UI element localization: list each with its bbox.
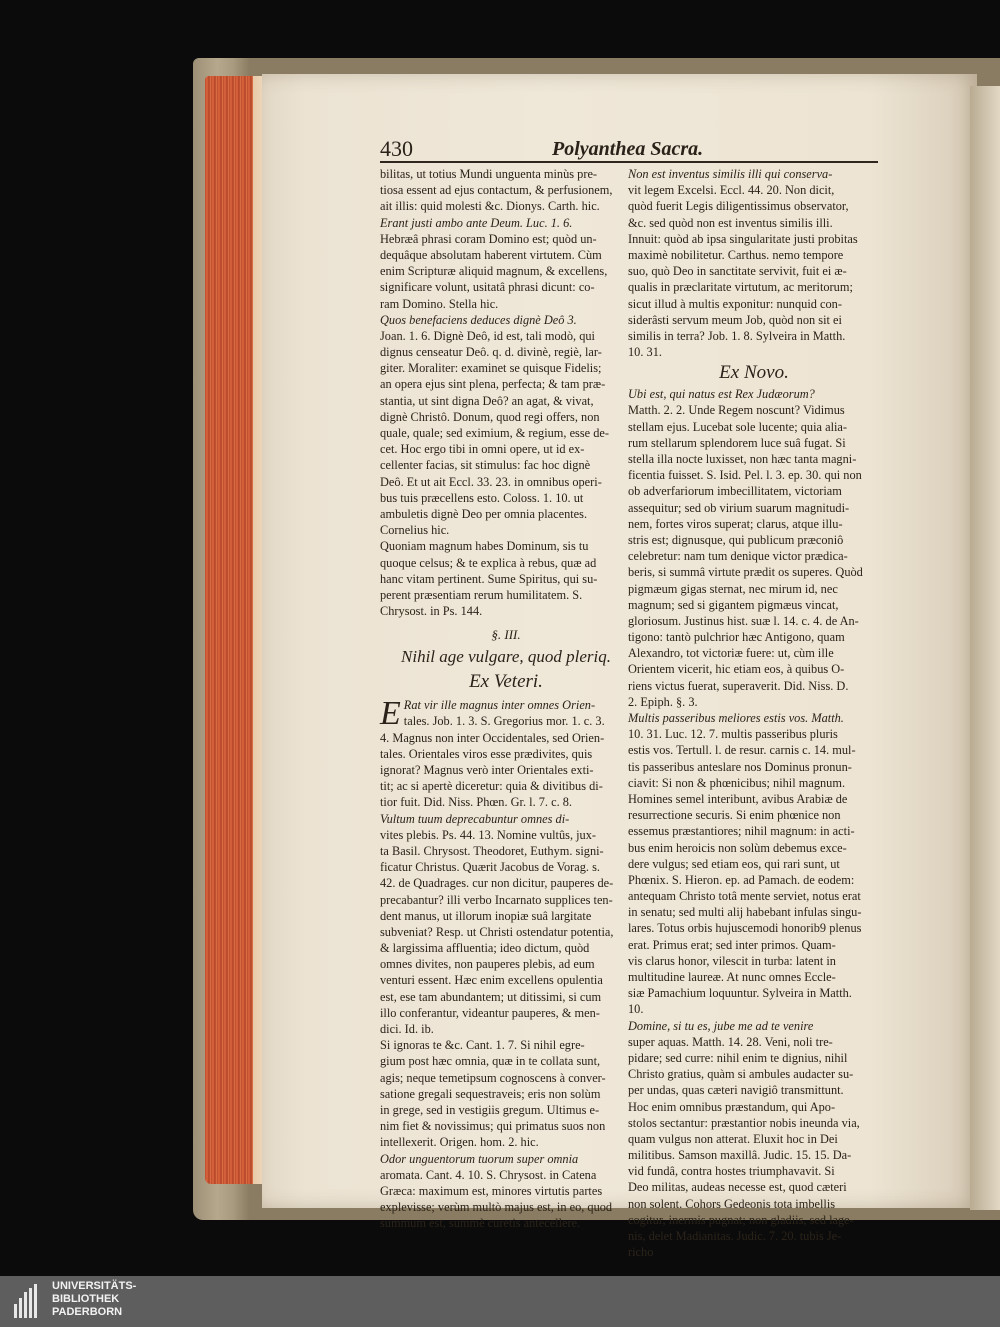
text-line: Christo gratius, quàm si ambules audacter su- [628, 1067, 854, 1082]
text-line: tigono: tantò pulchrior hæc Antigono, quam [628, 630, 845, 645]
text-line: vis clarus honor, vilescit in turba: latent in [628, 953, 836, 968]
text-line: vid fundâ, contra hostes triumphavavit. Si [628, 1164, 835, 1179]
text-line: dere vulgus; sed etiam eos, qui rari sunt, ut [628, 856, 840, 871]
text-line: cellenter facias, sit stimulus: fac hoc dignè [380, 458, 591, 473]
text-line: enim Scripturæ aliquid magnum, & excellens, [380, 264, 608, 279]
text-line: ait illis: quid molesti &c. Dionys. Carth. hic. [380, 199, 600, 214]
text-line: ficatur Christus. Quærit Jacobus de Vorag. s. [380, 860, 600, 875]
text-line: Chrysost. in Ps. 144. [380, 604, 483, 619]
text-line: ciavit: Si non & phœnicibus; nihil magnum. [628, 775, 846, 790]
text-line: hanc vitam pertinent. Sume Spiritus, qui su- [380, 571, 598, 586]
library-logo-icon [14, 1284, 44, 1318]
text-line: Alexandro, tot victoriæ fuere: ut, cùm ille [628, 646, 834, 661]
drop-cap: E [380, 695, 401, 733]
text-line: dignus censeatur Deô. q. d. divinè, regiè, lar- [380, 345, 602, 360]
text-line: super aquas. Matth. 14. 28. Veni, noli tre- [628, 1034, 833, 1049]
text-line: satione gregali sequestraveis; eris non solùm [380, 1086, 601, 1101]
text-line: precabantur? illi verbo Incarnato supplices ten- [380, 892, 613, 907]
text-line: maximè nobilitetur. Carthus. nemo tempore [628, 247, 844, 262]
text-line: Non est inventus similis illi qui conserva- [628, 167, 833, 181]
text-line: Quoniam magnum habes Dominum, sis tu [380, 539, 589, 554]
text-line: explevisse; verùm multò majus est, in eo, quod [380, 1200, 613, 1215]
page-header [380, 134, 878, 164]
logo-line: BIBLIOTHEK [52, 1293, 120, 1305]
header-rule [380, 161, 878, 163]
text-line: tit; ac si apertè diceretur: quia & divitibus di- [380, 779, 603, 794]
text-line: perent præsentiam rerum humilitatem. S. [380, 587, 583, 602]
logo-line: PADERBORN [52, 1306, 123, 1318]
text-line: similis in terra? Job. 1. 8. Sylveira in Matth. [628, 328, 846, 343]
text-line: vites plebis. Ps. 44. 13. Nomine vultûs, jux- [380, 827, 597, 842]
text-line: antequam Christo totâ mente serviet, notus erat [628, 889, 861, 904]
text-line: 10. 31. Luc. 12. 7. multis passeribus pluris [628, 727, 838, 742]
text-line: richo [628, 1245, 654, 1260]
text-line: Phœnix. S. Hieron. ep. ad Pamach. de eodem: [628, 872, 855, 887]
text-line: nem, fortes viros superat; clarus, atque illu- [628, 516, 843, 531]
text-line: suo, quò Deo in sanctitate servivit, fuit ei æ- [628, 264, 847, 279]
text-line: lares. Totus orbis hujuscemodi honorib9 plenus [628, 921, 862, 936]
text-line: stantia, ut sint digna Deô? an agat, & vivat, [380, 393, 594, 408]
text-line: non solent. Cohors Gedeonis tota imbellis [628, 1196, 836, 1211]
running-title: Polyanthea Sacra. [552, 138, 704, 160]
page-edges [205, 76, 265, 1184]
text-line: Odor unguentorum tuorum super omnia [380, 1151, 579, 1166]
text-line: intellexerit. Origen. hom. 2. hic. [380, 1135, 539, 1150]
text-line: rum stellarum splendorem luce suâ fugat. Si [628, 435, 846, 450]
text-line: subveniat? Resp. ut Christi ostendatur potentia, [380, 924, 614, 939]
section-heading: Ex Novo. [719, 362, 789, 384]
text-line: tales. Job. 1. 3. S. Gregorius mor. 1. c. 3. [403, 714, 605, 729]
text-line: Erant justi ambo ante Deum. Luc. 1. 6. [380, 215, 573, 230]
text-line: qualis in præclaritate virtutum, ac meritorum; [628, 280, 853, 295]
text-line: quòd fuerit Legis diligentissimus observator, [628, 199, 849, 214]
text-line: 10. [628, 1002, 644, 1017]
text-line: multitudine laureæ. At nunc omnes Eccle- [628, 970, 836, 984]
text-line: Si ignoras te &c. Cant. 1. 7. Si nihil egre- [380, 1038, 585, 1053]
text-line: Ubi est, qui natus est Rex Judæorum? [628, 387, 815, 402]
text-line: est, ese tam abundantem; ut ditissimi, si cum [380, 989, 602, 1004]
text-line: stellam ejus. Lucebat sole lucente; quia alia- [628, 419, 848, 434]
text-line: magnum; sed si gigantem pigmæus vincat, [628, 597, 839, 612]
text-line: tiosa essent ad ejus contactum, & perfusionem, [380, 183, 613, 198]
text-line: 2. Epiph. §. 3. [628, 694, 698, 709]
text-line: dequâque absolutam haberent virtutem. Cùm [380, 247, 602, 262]
text-line: 10. 31. [628, 345, 662, 360]
section-heading: Nihil age vulgare, quod pleriq. [401, 647, 611, 667]
text-line: beris, si summâ virtute prædit os superes. Quòd [628, 565, 863, 580]
text-line: an opera ejus sint plena, perfecta; & tam præ- [380, 377, 606, 392]
text-line: nis, delet Madianitas. Judic. 7. 20. tubis Je- [628, 1229, 842, 1243]
text-line: celebretur: nam tum denique victor prædica- [628, 549, 848, 564]
text-line: tis passeribus anteslare nos Dominus pronun- [628, 759, 852, 774]
text-line-content: Rat vir ille magnus inter omnes Orien- [403, 698, 596, 713]
text-line: & largissima affluentia; ideo dictum, quòd [380, 941, 590, 956]
text-line: pidare; sed curre: nihil enim te dignius, nihil [628, 1050, 848, 1065]
text-line: significare volunt, usitatâ phrasi dicunt: co- [380, 280, 595, 295]
text-line: pigmæum gigas sternat, nec mirum id, nec [628, 581, 838, 596]
text-line: agis; neque temetipsum cognoscens à conver- [380, 1070, 606, 1085]
text-line: erat. Primus erat; sed inter primos. Quam- [628, 937, 836, 952]
text-line: stolos sectantur: præstantior nobis ineunda via, [628, 1115, 860, 1130]
text-line: siæ Pamachium loquuntur. Sylveira in Matth. [628, 986, 852, 1001]
text-line: Deô. Et ut ait Eccl. 33. 23. in omnibus operi- [380, 474, 602, 489]
text-line: siderâsti servum meum Job, quòd non sit ei [628, 312, 842, 327]
text-line: aromata. Cant. 4. 10. S. Chrysost. in Catena [380, 1167, 597, 1182]
left-text-column [380, 166, 632, 1231]
text-line: vit legem Excelsi. Eccl. 44. 20. Non dicit, [628, 183, 835, 198]
text-line: bilitas, ut totius Mundi unguenta minùs pre- [380, 167, 598, 181]
right-text-column [628, 166, 880, 1260]
text-line: per undas, quas cæteri navigiô transmittunt. [628, 1083, 844, 1098]
text-line: tior fuit. Did. Niss. Phœn. Gr. l. 7. c. 8. [380, 795, 573, 810]
text-line: Matth. 2. 2. Unde Regem noscunt? Vidimus [628, 403, 845, 418]
text-line: ficentia fuisset. S. Isid. Pel. l. 3. ep. 30. qui non [628, 468, 862, 483]
text-line: Deo militas, audeas necesse est, quod cæteri [628, 1180, 847, 1195]
text-line: ob adverfariorum imbecillitatem, victoriam [628, 484, 842, 499]
text-line: venturi essent. Hæc enim excellens opulentia [380, 973, 603, 988]
section-heading: Ex Veteri. [469, 671, 543, 693]
text-line: quam vulgus non atterat. Eluxit hoc in Dei [628, 1131, 838, 1146]
text-line: cogitur, inermis pugnat; non gladiis, sed lage- [628, 1212, 854, 1227]
text-line: Innuit: quòd ab ipsa singularitate justi probitas [628, 231, 858, 246]
text-line: Multis passeribus meliores estis vos. Matth. [628, 711, 844, 725]
text-line: tales. Orientales viros esse prædivites, quis [380, 746, 593, 761]
text-line: Hoc enim omnibus præstandum, qui Apo- [628, 1099, 836, 1114]
text-line: sicut illud à multis exponitur: nunquid con- [628, 296, 842, 311]
text-line: Quos benefaciens deduces dignè Deô 3. [380, 312, 577, 327]
logo-line: UNIVERSITÄTS- [52, 1280, 137, 1292]
text-line: gloriosum. Justinus hist. suæ l. 14. c. 4. de An- [628, 613, 859, 628]
text-line: &c. sed quòd non est inventus similis illi. [628, 215, 833, 230]
text-line: omnes divites, non pauperes plebis, ad eum [380, 957, 595, 972]
text-line: 42. de Quadrages. cur non dicitur, pauperes de- [380, 876, 614, 891]
library-logo-text [52, 1280, 136, 1319]
text-line: ram Domino. Stella hic. [380, 296, 499, 311]
text-line: bus tuis præcellens esto. Coloss. 1. 10. ut [380, 490, 584, 505]
text-line: Hebræâ phrasi coram Domino est; quòd un- [380, 231, 597, 246]
text-line: stella illa nocte luxisset, non hæc tanta magni- [628, 452, 857, 466]
text-line: dici. Id. ib. [380, 1022, 434, 1036]
text-line: 4. Magnus non inter Occidentales, sed Orien- [380, 730, 605, 745]
section-heading: §. III. [491, 627, 521, 643]
text-line: essemus præstantiores; nihil magnum: in acti- [628, 824, 855, 839]
text-line: ambuletis dignè Deo per omnia placentes. [380, 506, 588, 521]
text-line: dent manus, ut illorum inopiæ suâ largitate [380, 908, 592, 923]
text-line: militibus. Samson maxillâ. Judic. 15. 15. Da- [628, 1148, 852, 1163]
text-line: summum est, summè curetis antecellere. [380, 1216, 581, 1231]
text-line: quoque celsus; & te explica à rebus, quæ ad [380, 555, 597, 570]
text-line: Græca: maximum est, minores virtutis partes [380, 1183, 603, 1198]
text-line: Joan. 1. 6. Dignè Deô, id est, tali modò, qui [380, 328, 595, 343]
text-line: giter. Moraliter: examinet se quisque Fidelis; [380, 361, 602, 376]
text-line: riens victus fuerat, superaverit. Did. Niss. D. [628, 678, 849, 693]
text-line: bus enim heroicis non solùm debemus exce- [628, 840, 847, 855]
text-line: Homines semel interibunt, avibus Arabiæ de [628, 791, 848, 806]
text-line: Orientem vicerit, hic etiam eos, à quibus O- [628, 662, 845, 677]
page-number: 430 [380, 136, 413, 161]
text-line: Cornelius hic. [380, 523, 450, 538]
next-page-edge [970, 86, 1000, 1210]
text-line: stris est; dignusque, qui publicum præconiô [628, 532, 844, 547]
text-line: resurrectione securis. Si enim phœnice non [628, 808, 841, 823]
text-line: estis vos. Tertull. l. de resur. carnis c. 14. mul- [628, 743, 856, 758]
text-line: cet. Hoc ergo tibi in omni opere, ut id ex- [380, 442, 585, 457]
text-line: assequitur; sed ob virium suarum magnitudi- [628, 500, 850, 515]
text-line: ta Basil. Chrysost. Theodoret, Euthym. signi- [380, 843, 604, 858]
text-line: dignè Christô. Donum, quod regi offers, non [380, 409, 600, 424]
text-line: Domine, si tu es, jube me ad te venire [628, 1018, 814, 1033]
text-line: in grege, sed in vestigiis gregum. Ultimus e- [380, 1102, 600, 1117]
text-line: illo conferantur, videantur pauperes, & men- [380, 1005, 600, 1020]
text-line: gium post hæc omnia, quæ in te collata sunt, [380, 1054, 601, 1069]
text-line: quale, quale; sed eximium, & regium, esse de- [380, 426, 609, 440]
text-line: ignorat? Magnus verò inter Orientales exti- [380, 763, 594, 777]
text-line: Vultum tuum deprecabuntur omnes di- [380, 811, 570, 826]
text-line: in senatu; sed multi alij habebant infulas singu- [628, 905, 862, 920]
library-footer-bar [0, 1276, 1000, 1327]
text-line: nim fiet & novissimus; qui primatus suos non [380, 1119, 606, 1134]
